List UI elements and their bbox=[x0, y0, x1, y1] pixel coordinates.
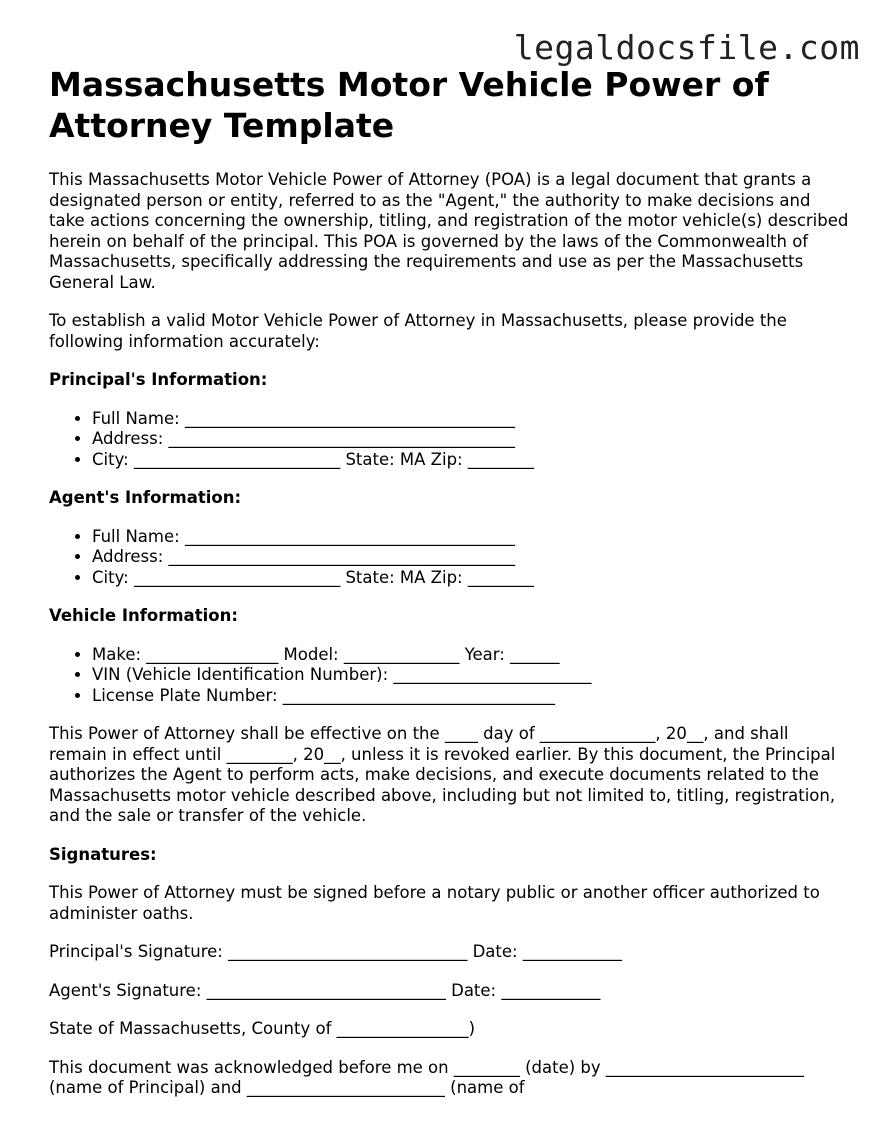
agent-heading: Agent's Information: bbox=[49, 488, 242, 507]
vehicle-license-plate-field: • License Plate Number: _________________________________ bbox=[92, 686, 849, 707]
signatures-heading: Signatures: bbox=[49, 844, 157, 864]
agent-info-list bbox=[49, 527, 849, 589]
vehicle-info-list bbox=[49, 645, 849, 707]
vehicle-make-model-year-field: • Make: ________________ Model: ______________ Year: ______ bbox=[92, 645, 849, 666]
agent-signature-line: Agent's Signature: _____________________________ Date: ____________ bbox=[49, 980, 601, 1000]
agent-full-name-field: • Full Name: ________________________________________ bbox=[92, 527, 849, 548]
vehicle-vin-field: • VIN (Vehicle Identification Number): ________________________ bbox=[92, 665, 849, 686]
principal-full-name-field: • Full Name: ________________________________________ bbox=[92, 409, 849, 430]
agent-city-state-zip-field: • City: _________________________ State: MA Zip: ________ bbox=[92, 568, 849, 589]
instructions-paragraph: To establish a valid Motor Vehicle Power of Attorney in Massachusetts, please provide the following information accurately: bbox=[49, 311, 787, 351]
effective-date-paragraph: This Power of Attorney shall be effective on the ____ day of ______________, 20__, and shall remain in effect until ________, 20__, unless it is revoked earlier. By this document, the Principal authorizes the Agent to perform acts, make decisions, and execute documents related to the Massachusetts motor vehicle described above, including but not limited to, titling, registration, and the sale or transfer of the vehicle. bbox=[49, 724, 836, 825]
notary-requirement-paragraph: This Power of Attorney must be signed before a notary public or another officer authorized to administer oaths. bbox=[49, 883, 820, 923]
acknowledgment-paragraph: This document was acknowledged before me on ________ (date) by ________________________ (name of Principal) and ________________________ (name of bbox=[49, 1057, 804, 1097]
principal-info-list bbox=[49, 409, 849, 471]
document-title: Massachusetts Motor Vehicle Power of Attorney Template bbox=[49, 65, 769, 145]
principal-address-field: • Address: __________________________________________ bbox=[92, 429, 849, 450]
document-page bbox=[49, 64, 849, 1117]
principal-heading: Principal's Information: bbox=[49, 370, 268, 389]
principal-signature-line: Principal's Signature: _____________________________ Date: ____________ bbox=[49, 942, 622, 961]
agent-address-field: • Address: __________________________________________ bbox=[92, 547, 849, 568]
intro-paragraph: This Massachusetts Motor Vehicle Power of Attorney (POA) is a legal document that grants a designated person or entity, referred to as the "Agent," the authority to make decisions and take actions concerning the ownership, titling, and registration of the motor vehicle(s) described herein on behalf of the principal. This POA is governed by the laws of the Commonwealth of Massachusetts, specifically addressing the requirements and use as per the Massachusetts General Law. bbox=[49, 170, 849, 292]
county-line: State of Massachusetts, County of ________________) bbox=[49, 1019, 476, 1038]
site-watermark: legaldocsfile.com bbox=[513, 28, 860, 67]
principal-city-state-zip-field: • City: _________________________ State: MA Zip: ________ bbox=[92, 450, 849, 471]
vehicle-heading: Vehicle Information: bbox=[49, 606, 238, 625]
